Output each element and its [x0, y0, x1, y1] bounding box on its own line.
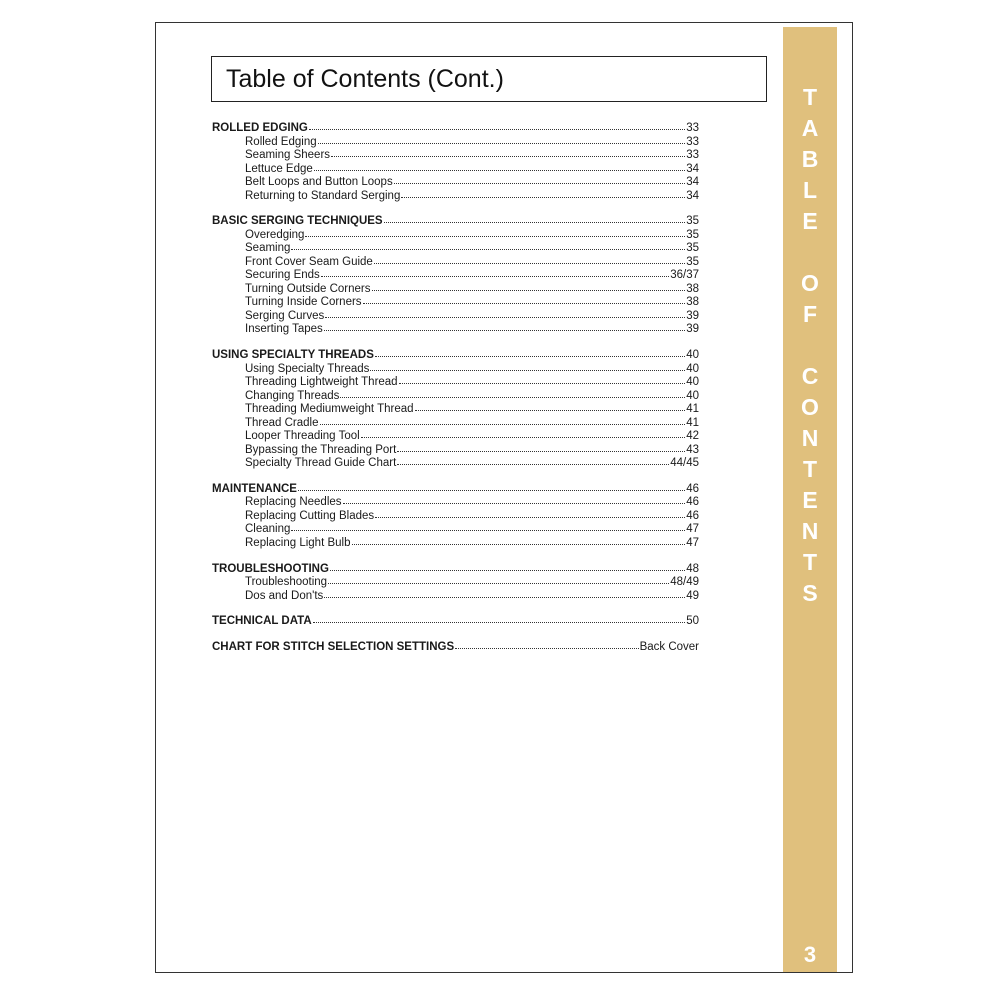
- side-tab-letter: F: [802, 301, 818, 327]
- toc-entry-label: Lettuce Edge: [245, 162, 313, 175]
- toc-section-heading[interactable]: [212, 639, 699, 653]
- toc-entry[interactable]: [212, 415, 699, 429]
- side-tab-letter: L: [802, 177, 818, 203]
- dot-leader: [394, 173, 686, 184]
- dot-leader: [313, 612, 686, 623]
- toc-entry-label: Threading Mediumweight Thread: [245, 403, 414, 416]
- side-tab-letter: O: [801, 394, 819, 420]
- toc-section-heading[interactable]: [212, 481, 699, 495]
- toc-section: [212, 120, 699, 201]
- toc-entry[interactable]: [212, 254, 699, 268]
- toc-entry[interactable]: [212, 455, 699, 469]
- toc-page-number: 35: [686, 215, 699, 228]
- dot-leader: [363, 293, 686, 304]
- dot-leader: [397, 441, 685, 452]
- toc-entry[interactable]: [212, 134, 699, 148]
- toc-entry[interactable]: [212, 294, 699, 308]
- toc-section: [212, 639, 699, 653]
- dot-leader: [415, 400, 686, 411]
- toc-entry-label: Turning Outside Corners: [245, 282, 371, 295]
- toc-entry-label: Dos and Don'ts: [245, 589, 324, 602]
- toc-page-number: 34: [686, 176, 699, 188]
- dot-leader: [320, 414, 686, 425]
- toc-page-number: 40: [686, 349, 699, 362]
- toc-entry-label: Overedging: [245, 228, 305, 241]
- toc-entry[interactable]: [212, 281, 699, 295]
- toc-entry-label: Securing Ends: [245, 269, 320, 282]
- toc-entry[interactable]: [212, 240, 699, 254]
- toc-entry-label: Cleaning: [245, 523, 291, 536]
- dot-leader: [324, 320, 685, 331]
- toc-entry[interactable]: [212, 535, 699, 549]
- toc-page-number: 46: [686, 482, 699, 495]
- dot-leader: [397, 454, 669, 465]
- toc-entry-label: TECHNICAL DATA: [212, 615, 312, 628]
- side-tab-letter: T: [802, 84, 818, 110]
- toc-entry-label: Front Cover Seam Guide: [245, 255, 373, 268]
- toc-page-number: 39: [686, 323, 699, 336]
- page-title: Table of Contents (Cont.): [211, 56, 767, 102]
- dot-leader: [321, 266, 669, 277]
- side-tab-letter: E: [802, 487, 818, 513]
- toc-entry-label: Turning Inside Corners: [245, 296, 362, 309]
- toc-entry[interactable]: [212, 174, 699, 188]
- dot-leader: [328, 573, 669, 584]
- toc-entry-label: Looper Threading Tool: [245, 430, 360, 443]
- toc-section-heading[interactable]: [212, 213, 699, 227]
- dot-leader: [324, 587, 685, 598]
- toc-page-number: 46: [686, 509, 699, 522]
- toc-entry[interactable]: [212, 321, 699, 335]
- toc-entry[interactable]: [212, 494, 699, 508]
- toc-entry[interactable]: [212, 588, 699, 602]
- table-of-contents: [212, 120, 699, 665]
- toc-page-number: 33: [686, 122, 699, 134]
- side-tab-letter: B: [801, 146, 819, 172]
- toc-page-number: 40: [686, 376, 699, 389]
- toc-entry[interactable]: [212, 374, 699, 388]
- dot-leader: [372, 280, 686, 291]
- dot-leader: [401, 187, 685, 198]
- toc-page-number: 44/45: [670, 457, 699, 470]
- toc-entry[interactable]: [212, 308, 699, 322]
- toc-section: [212, 561, 699, 602]
- toc-entry-label: Replacing Cutting Blades: [245, 509, 375, 522]
- side-tab-letter: T: [802, 456, 818, 482]
- side-tab-letter: A: [801, 115, 819, 141]
- dot-leader: [374, 253, 685, 264]
- toc-page-number: 50: [686, 615, 699, 628]
- dot-leader: [352, 534, 686, 545]
- toc-page-number: 48/49: [670, 576, 699, 589]
- toc-entry-label: Belt Loops and Button Loops: [245, 176, 393, 188]
- toc-page-number: 36/37: [670, 269, 699, 282]
- side-tab-letter: O: [801, 270, 819, 296]
- toc-page-number: 49: [686, 589, 699, 602]
- toc-entry-label: Threading Lightweight Thread: [245, 376, 398, 389]
- side-tab-letter: S: [802, 580, 818, 606]
- dot-leader: [309, 119, 685, 130]
- toc-entry[interactable]: [212, 574, 699, 588]
- toc-entry-label: USING SPECIALTY THREADS: [212, 349, 374, 362]
- dot-leader: [455, 638, 638, 649]
- side-tab-letters: [783, 82, 837, 609]
- toc-section: [212, 481, 699, 549]
- toc-page-number: 38: [686, 282, 699, 295]
- toc-page-number: 46: [686, 496, 699, 509]
- dot-leader: [318, 133, 686, 144]
- toc-page-number: 41: [686, 416, 699, 429]
- toc-page-number: 40: [686, 362, 699, 375]
- toc-section-heading[interactable]: [212, 347, 699, 361]
- toc-entry[interactable]: [212, 267, 699, 281]
- toc-section-heading[interactable]: [212, 561, 699, 575]
- dot-leader: [399, 373, 686, 384]
- toc-page-number: 35: [686, 228, 699, 241]
- toc-entry[interactable]: [212, 147, 699, 161]
- dot-leader: [375, 507, 685, 518]
- toc-page-number: 35: [686, 255, 699, 268]
- toc-page-number: 38: [686, 296, 699, 309]
- side-tab-letter: E: [802, 208, 818, 234]
- dot-leader: [340, 387, 685, 398]
- dot-leader: [384, 212, 686, 223]
- toc-page-number: 48: [686, 562, 699, 575]
- toc-entry-label: Replacing Needles: [245, 496, 342, 509]
- toc-page-number: 34: [686, 189, 699, 202]
- toc-entry-label: Using Specialty Threads: [245, 362, 370, 375]
- toc-entry[interactable]: [212, 401, 699, 415]
- toc-page-number: 47: [686, 536, 699, 549]
- toc-page-number: 41: [686, 403, 699, 416]
- dot-leader: [314, 160, 685, 171]
- side-tab-letter: C: [801, 363, 819, 389]
- toc-entry[interactable]: [212, 521, 699, 535]
- toc-entry-label: Returning to Standard Serging: [245, 189, 401, 202]
- toc-entry-label: Thread Cradle: [245, 416, 319, 429]
- toc-section: [212, 347, 699, 469]
- toc-entry-label: Changing Threads: [245, 389, 340, 402]
- toc-section-heading[interactable]: [212, 120, 699, 134]
- toc-page-number: 35: [686, 242, 699, 255]
- dot-leader: [291, 520, 685, 531]
- dot-leader: [291, 239, 685, 250]
- toc-entry-label: Troubleshooting: [245, 576, 328, 589]
- dot-leader: [305, 226, 685, 237]
- toc-page-number: 33: [686, 135, 699, 148]
- toc-entry[interactable]: [212, 428, 699, 442]
- dot-leader: [331, 146, 685, 157]
- toc-entry-label: Replacing Light Bulb: [245, 536, 351, 549]
- toc-page-number: 42: [686, 430, 699, 443]
- dot-leader: [343, 493, 686, 504]
- toc-page-number: 47: [686, 523, 699, 536]
- toc-page-number: 40: [686, 389, 699, 402]
- toc-page-number: Back Cover: [639, 641, 699, 654]
- dot-leader: [375, 346, 685, 357]
- side-tab-letter: N: [801, 518, 819, 544]
- toc-page-number: 34: [686, 162, 699, 175]
- toc-entry-label: Seaming: [245, 242, 291, 255]
- toc-entry-label: Bypassing the Threading Port: [245, 443, 397, 456]
- dot-leader: [370, 360, 685, 371]
- toc-entry-label: Serging Curves: [245, 309, 325, 322]
- side-tab-letter: N: [801, 425, 819, 451]
- toc-page-number: 43: [686, 443, 699, 456]
- toc-section: [212, 613, 699, 627]
- toc-page-number: 33: [686, 149, 699, 161]
- dot-leader: [361, 427, 686, 438]
- toc-entry[interactable]: [212, 508, 699, 522]
- toc-entry-label: CHART FOR STITCH SELECTION SETTINGS: [212, 641, 455, 654]
- side-tab-letter: T: [802, 549, 818, 575]
- toc-entry[interactable]: [212, 227, 699, 241]
- toc-entry-label: Seaming Sheers: [245, 149, 331, 161]
- toc-entry-label: BASIC SERGING TECHNIQUES: [212, 215, 383, 228]
- side-tab: [783, 27, 837, 972]
- toc-page-number: 39: [686, 309, 699, 322]
- toc-entry-label: ROLLED EDGING: [212, 122, 308, 134]
- toc-entry-label: Rolled Edging: [245, 135, 317, 148]
- toc-entry[interactable]: [212, 361, 699, 375]
- toc-entry-label: Inserting Tapes: [245, 323, 323, 336]
- toc-entry[interactable]: [212, 161, 699, 175]
- toc-entry[interactable]: [212, 388, 699, 402]
- toc-entry-label: MAINTENANCE: [212, 482, 297, 495]
- dot-leader: [298, 480, 685, 491]
- toc-entry-label: Specialty Thread Guide Chart: [245, 457, 397, 470]
- toc-section-heading[interactable]: [212, 613, 699, 627]
- dot-leader: [330, 560, 685, 571]
- toc-entry[interactable]: [212, 442, 699, 456]
- toc-entry[interactable]: [212, 188, 699, 202]
- page-number: 3: [803, 942, 817, 967]
- dot-leader: [325, 307, 685, 318]
- toc-entry-label: TROUBLESHOOTING: [212, 562, 329, 575]
- toc-section: [212, 213, 699, 335]
